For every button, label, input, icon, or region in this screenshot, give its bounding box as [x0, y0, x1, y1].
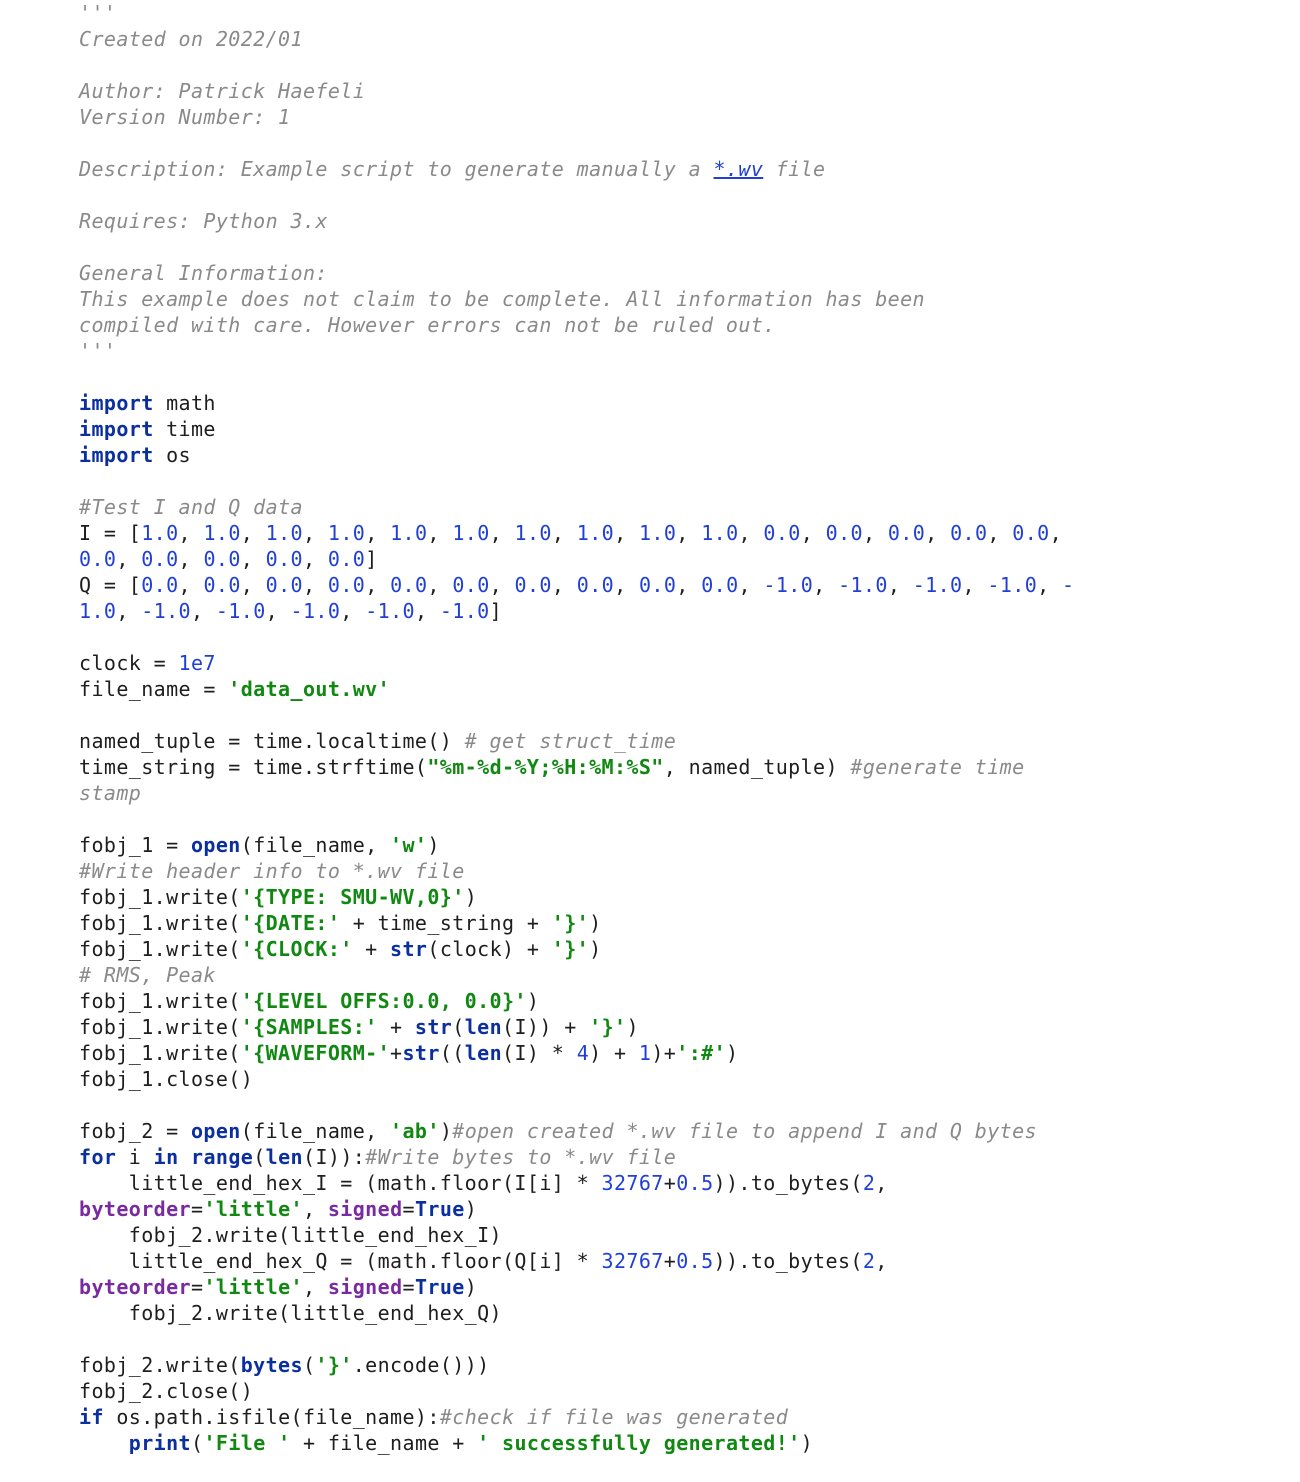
code-token: ): [427, 833, 440, 857]
code-token: fobj_2.write(little_end_hex_Q): [79, 1301, 502, 1325]
code-token: signed: [327, 1197, 403, 1221]
code-token: import: [79, 417, 154, 441]
code-token: ''': [79, 1, 117, 25]
code-token: fobj_1.write(: [79, 911, 241, 935]
code-line: [79, 1014, 1074, 1040]
code-token: 1e7: [178, 651, 216, 675]
code-token: +: [663, 1171, 677, 1195]
code-token: True: [414, 1275, 465, 1299]
code-token: '}': [315, 1353, 353, 1377]
code-token: ): [464, 1197, 478, 1221]
code-token: +: [390, 1041, 403, 1065]
code-token: for: [79, 1145, 117, 1169]
code-line: [79, 416, 1074, 442]
code-token: 0.0: [79, 547, 117, 571]
code-line: [79, 442, 1074, 468]
code-token: Author: Patrick Haefeli: [79, 79, 366, 103]
code-token: 2: [862, 1249, 876, 1273]
code-token: (: [253, 1145, 266, 1169]
code-token: ]: [365, 547, 378, 571]
code-line: [79, 1404, 1074, 1430]
code-token: 'w': [390, 833, 428, 857]
code-line: [79, 1274, 1074, 1300]
code-token: +: [377, 1015, 415, 1039]
code-token: '}': [551, 911, 590, 935]
code-token: 0.0: [327, 573, 366, 597]
code-token: (I) *: [502, 1041, 577, 1065]
code-token: len: [265, 1145, 303, 1169]
code-token: (: [190, 1431, 204, 1455]
code-token: , named_tuple): [663, 755, 851, 779]
code-line: [79, 26, 1074, 52]
code-token: fobj_1.write(: [79, 1015, 241, 1039]
code-token: ,: [676, 573, 702, 597]
code-token: time_string = time.strftime(: [79, 755, 428, 779]
code-token: ,: [887, 573, 913, 597]
code-line: [79, 1144, 1074, 1170]
code-token: 0.5: [676, 1249, 714, 1273]
code-line: [79, 208, 1074, 234]
code-token: 0.0: [638, 573, 677, 597]
code-token: ,: [987, 521, 1013, 545]
code-token: import: [79, 443, 154, 467]
code-line: [79, 728, 1074, 754]
code-token: '}': [551, 937, 590, 961]
code-token: ,: [240, 521, 266, 545]
code-line: [79, 624, 1074, 650]
code-token: 0.0: [265, 547, 303, 571]
code-token: # get struct_time: [464, 729, 677, 753]
code-token: 0.0: [327, 547, 366, 571]
code-line: [79, 1118, 1074, 1144]
code-token: I = [: [79, 521, 142, 545]
code-token: ]: [489, 599, 503, 623]
code-line: [79, 650, 1074, 676]
code-token: ,: [862, 521, 888, 545]
code-token: 0.0: [203, 573, 241, 597]
code-token: -1.0: [365, 599, 415, 623]
code-token: ,: [614, 573, 639, 597]
code-line: [79, 780, 1074, 806]
code-token: #Write header info to *.wv file: [79, 859, 465, 883]
code-line: [79, 1430, 1074, 1456]
code-token: open: [190, 1119, 241, 1143]
code-token: ,: [875, 1249, 888, 1273]
code-token: little_end_hex_I = (math.floor(I[i] *: [79, 1171, 602, 1195]
code-token: 0.0: [1012, 521, 1050, 545]
code-line: [79, 572, 1074, 598]
code-token: ,: [116, 547, 142, 571]
code-line: [79, 910, 1074, 936]
code-token: math: [153, 391, 216, 415]
code-line: [79, 858, 1074, 884]
code-token: ,: [551, 573, 577, 597]
code-token: ,: [738, 573, 764, 597]
code-token: This example does not claim to be complete. All information has been: [79, 287, 925, 311]
code-token: #generate time: [850, 755, 1025, 779]
code-line: [79, 78, 1074, 104]
code-token: ): [589, 937, 602, 961]
code-token: ): [626, 1015, 639, 1039]
code-token: =: [402, 1275, 415, 1299]
code-token: 0.0: [203, 547, 241, 571]
code-token: time: [153, 417, 216, 441]
code-token: ,: [302, 547, 328, 571]
code-token: (: [302, 1353, 316, 1377]
code-token: =: [190, 1275, 204, 1299]
code-token: 'File ': [203, 1431, 291, 1455]
code-token: 1.0: [390, 521, 428, 545]
code-token: named_tuple = time.localtime(): [79, 729, 465, 753]
code-line: [79, 364, 1074, 390]
code-token: (I)) +: [502, 1015, 590, 1039]
code-token: -1.0: [838, 573, 888, 597]
code-token: (I)):: [303, 1145, 366, 1169]
code-line: [79, 286, 1074, 312]
code-token: ,: [614, 521, 639, 545]
code-token: "%m-%d-%Y;%H:%M:%S": [427, 755, 664, 779]
code-line: [79, 546, 1074, 572]
code-token: file: [763, 157, 826, 181]
code-line: [79, 598, 1074, 624]
code-token: file_name =: [79, 677, 229, 701]
code-token: ':#': [676, 1041, 727, 1065]
code-token: 32767: [601, 1249, 664, 1273]
code-token: 0.0: [452, 573, 490, 597]
code-line: [79, 806, 1074, 832]
code-token: byteorder: [79, 1197, 191, 1221]
code-token: byteorder: [79, 1275, 191, 1299]
code-token: [179, 1145, 191, 1169]
code-token: print: [128, 1431, 191, 1455]
code-token: 'little': [203, 1197, 303, 1221]
code-token: '}': [589, 1015, 627, 1039]
code-token: fobj_2.write(: [79, 1353, 241, 1377]
code-token: clock =: [79, 651, 179, 675]
code-line: [79, 832, 1074, 858]
code-token: )).to_bytes(: [713, 1249, 863, 1273]
code-token: ,: [813, 573, 839, 597]
code-line: [79, 234, 1074, 260]
code-token: ,: [551, 521, 577, 545]
code-token: 1.0: [638, 521, 677, 545]
code-token: ,: [302, 573, 328, 597]
code-line: [79, 338, 1074, 364]
code-token: 1: [638, 1041, 652, 1065]
code-token: i: [116, 1145, 154, 1169]
code-token: ): [526, 989, 540, 1013]
code-token: ,: [489, 521, 515, 545]
code-token: 'little': [203, 1275, 303, 1299]
code-token: fobj_1 =: [79, 833, 191, 857]
code-token: 0.0: [390, 573, 428, 597]
code-token: little_end_hex_Q = (math.floor(Q[i] *: [79, 1249, 602, 1273]
code-token: fobj_2 =: [79, 1119, 191, 1143]
code-line: [79, 182, 1074, 208]
code-token: #open created *.wv file to append I and Q bytes: [452, 1119, 1037, 1143]
code-token: compiled with care. However errors can not be ruled out.: [79, 313, 776, 337]
code-token: '{TYPE: SMU-WV,0}': [240, 885, 465, 909]
code-token: fobj_1.write(: [79, 1041, 241, 1065]
code-token: ,: [240, 573, 266, 597]
code-token: Version Number: 1: [79, 105, 291, 129]
code-token: (file_name,: [240, 833, 391, 857]
code-token: str: [414, 1015, 453, 1039]
code-token: )).to_bytes(: [713, 1171, 863, 1195]
code-token: 1.0: [141, 521, 179, 545]
code-token: ((: [439, 1041, 465, 1065]
code-token: stamp: [79, 781, 142, 805]
code-token: '{SAMPLES:': [240, 1015, 378, 1039]
code-token: ,: [875, 1171, 888, 1195]
code-token: ): [726, 1041, 739, 1065]
code-token: 0.0: [701, 573, 739, 597]
code-line: [79, 520, 1074, 546]
code-line: [79, 1066, 1074, 1092]
code-line: [79, 676, 1074, 702]
code-token: 1.0: [576, 521, 615, 545]
code-token: fobj_1.close(): [79, 1067, 254, 1091]
code-token: fobj_2.close(): [79, 1379, 254, 1403]
code-token: -1.0: [439, 599, 490, 623]
code-line: [79, 104, 1074, 130]
code-token: fobj_1.write(: [79, 937, 241, 961]
code-token: bytes: [240, 1353, 303, 1377]
code-token: ,: [962, 573, 988, 597]
code-line: [79, 260, 1074, 286]
code-token: Q = [: [79, 573, 142, 597]
code-token: =: [190, 1197, 204, 1221]
code-token: ,: [414, 599, 440, 623]
code-line: [79, 1196, 1074, 1222]
code-token: -1.0: [763, 573, 814, 597]
code-token: General Information:: [79, 261, 328, 285]
code-line: [79, 1040, 1074, 1066]
code-token: Created on 2022/01: [79, 27, 303, 51]
code-token: ' successfully generated!': [477, 1431, 801, 1455]
code-token: len: [464, 1041, 503, 1065]
code-token: (file_name,: [240, 1119, 391, 1143]
code-token: True: [414, 1197, 465, 1221]
code-token: ,: [302, 1275, 328, 1299]
code-token: 0.0: [950, 521, 988, 545]
code-token: ,: [240, 547, 266, 571]
code-line: [79, 962, 1074, 988]
code-token: 1.0: [514, 521, 552, 545]
code-token: len: [464, 1015, 503, 1039]
code-token: ,: [925, 521, 951, 545]
code-token: .encode())): [352, 1353, 490, 1377]
code-token: ,: [178, 573, 204, 597]
code-token: *.wv: [713, 157, 764, 181]
code-line: [79, 1326, 1074, 1352]
code-token: + file_name +: [290, 1431, 478, 1455]
code-token: # RMS, Peak: [79, 963, 216, 987]
code-token: ,: [302, 521, 328, 545]
code-token: ,: [190, 599, 216, 623]
code-token: 'data_out.wv': [228, 677, 391, 701]
code-token: range: [191, 1145, 254, 1169]
code-token: =: [402, 1197, 415, 1221]
code-listing: [79, 0, 1074, 1456]
code-token: (: [452, 1015, 465, 1039]
code-token: 0.0: [887, 521, 926, 545]
code-token: ): [439, 1119, 453, 1143]
code-token: Description: Example script to generate manually a: [79, 157, 714, 181]
code-line: [79, 754, 1074, 780]
code-token: if: [79, 1405, 104, 1429]
code-line: [79, 312, 1074, 338]
code-line: [79, 1092, 1074, 1118]
code-token: 0.0: [265, 573, 303, 597]
code-token: ,: [302, 1197, 328, 1221]
code-line: [79, 0, 1074, 26]
code-token: + time_string +: [340, 911, 552, 935]
code-token: -1.0: [912, 573, 963, 597]
code-token: #Test I and Q data: [79, 495, 303, 519]
code-token: 0.5: [676, 1171, 714, 1195]
code-token: -1.0: [215, 599, 266, 623]
code-token: ,: [116, 599, 142, 623]
code-token: signed: [327, 1275, 403, 1299]
code-token: ,: [1049, 521, 1063, 545]
code-token: 2: [862, 1171, 876, 1195]
code-token: '{WAVEFORM-': [240, 1041, 391, 1065]
code-line: [79, 1378, 1074, 1404]
code-token: +: [352, 937, 391, 961]
code-token: open: [190, 833, 241, 857]
code-token: 1.0: [79, 599, 117, 623]
code-token: ,: [427, 573, 453, 597]
code-token: 0.0: [825, 521, 863, 545]
code-token: ,: [800, 521, 826, 545]
code-token: str: [402, 1041, 440, 1065]
code-token: ''': [79, 339, 117, 363]
code-token: ): [464, 1275, 478, 1299]
code-token: ,: [178, 547, 204, 571]
code-token: ,: [340, 599, 366, 623]
code-line: [79, 884, 1074, 910]
code-token: os: [153, 443, 191, 467]
code-token: +: [663, 1249, 677, 1273]
code-token: 1.0: [701, 521, 739, 545]
code-token: ): [800, 1431, 814, 1455]
code-line: [79, 1170, 1074, 1196]
code-token: )+: [651, 1041, 677, 1065]
code-token: 0.0: [576, 573, 615, 597]
code-token: '{DATE:': [240, 911, 341, 935]
code-line: [79, 468, 1074, 494]
code-token: 0.0: [141, 573, 179, 597]
code-token: in: [153, 1145, 179, 1169]
code-token: ): [589, 911, 602, 935]
code-line: [79, 702, 1074, 728]
code-line: [79, 390, 1074, 416]
code-token: ,: [489, 573, 515, 597]
code-token: 0.0: [514, 573, 552, 597]
code-token: 0.0: [763, 521, 801, 545]
code-token: ,: [265, 599, 291, 623]
code-token: ) +: [589, 1041, 639, 1065]
code-line: [79, 130, 1074, 156]
code-token: Requires: Python 3.x: [79, 209, 328, 233]
code-line: [79, 1222, 1074, 1248]
code-token: 4: [576, 1041, 590, 1065]
code-line: [79, 936, 1074, 962]
code-token: os.path.isfile(file_name):: [103, 1405, 440, 1429]
code-line: [79, 494, 1074, 520]
code-token: 1.0: [265, 521, 303, 545]
code-token: 32767: [601, 1171, 664, 1195]
code-token: -1.0: [987, 573, 1038, 597]
code-token: fobj_2.write(little_end_hex_I): [79, 1223, 502, 1247]
code-token: import: [79, 391, 154, 415]
code-token: 0.0: [141, 547, 179, 571]
code-token: 1.0: [452, 521, 490, 545]
code-token: [79, 1431, 129, 1455]
code-token: fobj_1.write(: [79, 989, 241, 1013]
code-token: 'ab': [390, 1119, 440, 1143]
code-token: -1.0: [141, 599, 191, 623]
code-token: -: [1062, 573, 1075, 597]
code-token: '{CLOCK:': [240, 937, 353, 961]
code-token: -1.0: [290, 599, 341, 623]
code-line: [79, 156, 1074, 182]
code-line: [79, 1248, 1074, 1274]
code-token: ,: [427, 521, 453, 545]
code-token: ,: [676, 521, 702, 545]
code-line: [79, 1300, 1074, 1326]
code-line: [79, 988, 1074, 1014]
code-token: '{LEVEL OFFS:0.0, 0.0}': [240, 989, 527, 1013]
code-token: 1.0: [327, 521, 366, 545]
code-token: ,: [365, 521, 391, 545]
code-token: ,: [1037, 573, 1063, 597]
code-token: #check if file was generated: [439, 1405, 789, 1429]
code-token: ,: [178, 521, 204, 545]
code-token: (clock) +: [427, 937, 552, 961]
code-token: ,: [365, 573, 391, 597]
code-line: [79, 1352, 1074, 1378]
code-token: 1.0: [203, 521, 241, 545]
code-token: ): [464, 885, 478, 909]
code-token: #Write bytes to *.wv file: [365, 1145, 677, 1169]
code-token: ,: [738, 521, 764, 545]
code-token: fobj_1.write(: [79, 885, 241, 909]
code-line: [79, 52, 1074, 78]
code-token: str: [390, 937, 428, 961]
